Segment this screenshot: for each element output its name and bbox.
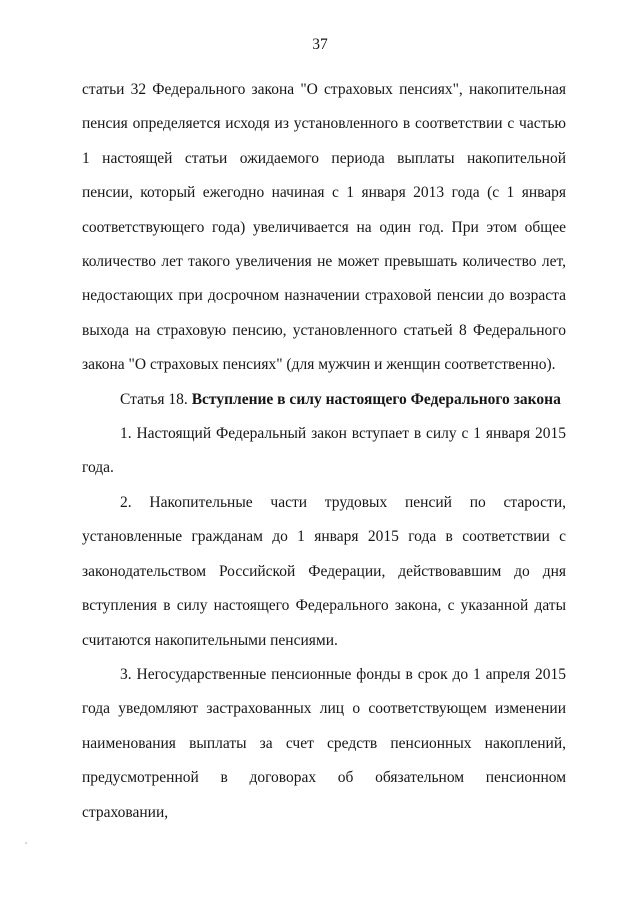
- article-item-1: 1. Настоящий Федеральный закон вступает в силу с 1 января 2015 года.: [82, 425, 566, 477]
- article-heading: [82, 383, 566, 417]
- article-label: Статья 18.: [120, 390, 188, 408]
- continuation-paragraph: статьи 32 Федерального закона "О страховых пенсиях", накопительная пенсия определяется исходя из установленного в соответствии с частью 1 настоящей статьи ожидаемого периода выплаты накопительной пенсии, который ежегодно начиная с 1 января 2013 года (с 1 января соответствующего года) увеличивается на один год. При этом общее количество лет такого увеличения не может превышать количество лет, недостающих при досрочном назначении страховой пенсии до возраста выхода на страховую пенсию, установленного статьей 8 Федерального закона "О страховых пенсиях" (для мужчин и женщин соответственно).: [82, 81, 566, 374]
- scan-artifact: [25, 842, 27, 844]
- article-item-2: 2. Накопительные части трудовых пенсий по старости, установленные гражданам до 1 января 2015 года в соответствии с законодательством Российской Федерации, действовавшим до дня вступления в силу настоящего Федерального закона, с указанной даты считаются накопительными пенсиями.: [82, 493, 566, 649]
- document-body: [82, 73, 566, 830]
- article-item-3: 3. Негосударственные пенсионные фонды в срок до 1 апреля 2015 года уведомляют застрахованных лиц о соответствующем изменении наименования выплаты за счет средств пенсионных накоплений, предусмотренной в договорах об обязательном пенсионном страховании,: [82, 665, 566, 821]
- article-title: Вступление в силу настоящего Федерального закона: [191, 390, 561, 408]
- page-number: 37: [312, 36, 328, 53]
